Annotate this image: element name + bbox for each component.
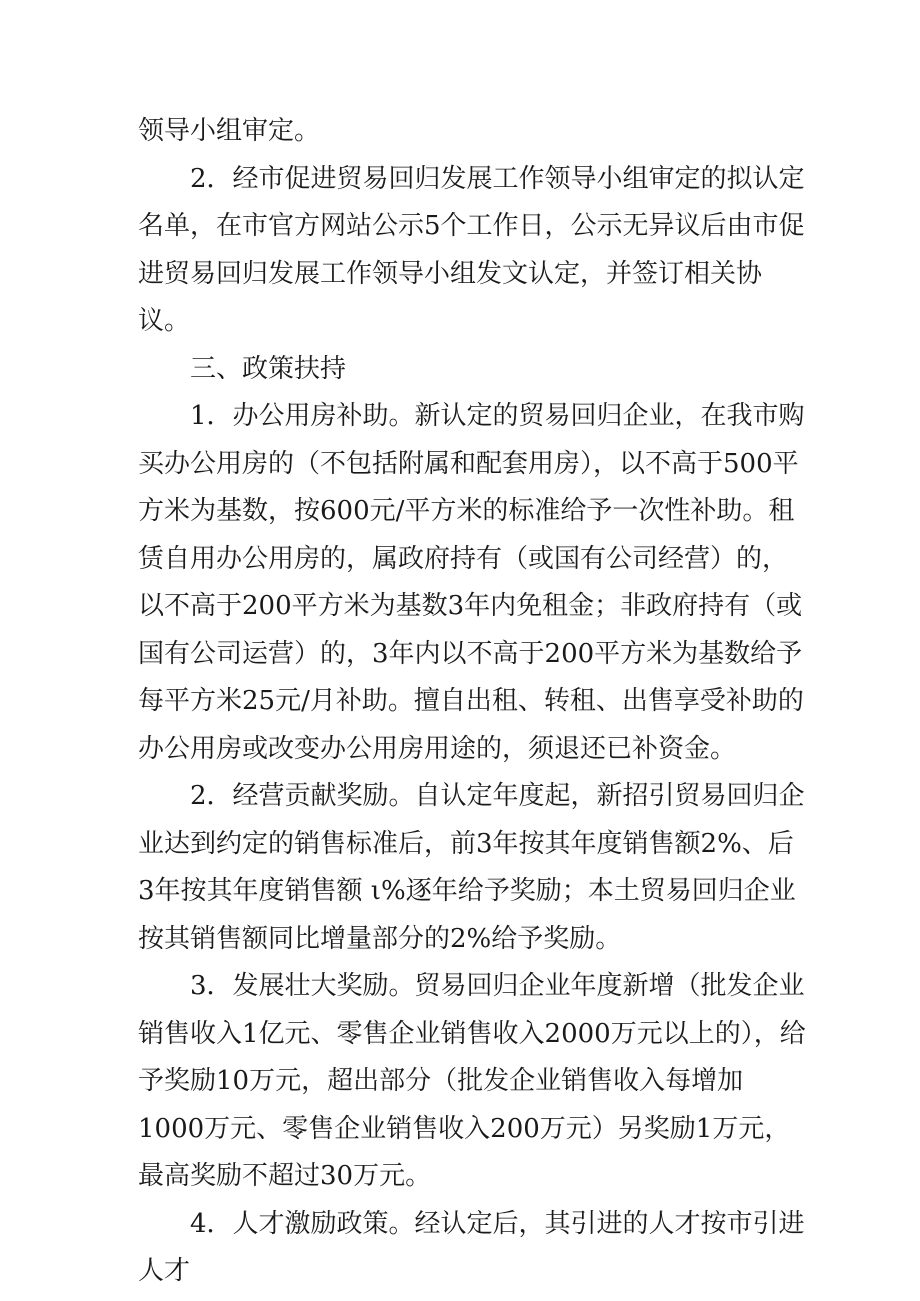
paragraph-item-4-talent-policy: 4．人才激励政策。经认定后，其引进的人才按市引进人才 [138, 1208, 805, 1286]
paragraph-continuation: 领导小组审定。 [138, 116, 321, 146]
paragraph-item-2-review: 2．经市促进贸易回归发展工作领导小组审定的拟认定名单，在市官方网站公示5个工作日，公示无异议后由市促进贸易回归发展工作领导小组发文认定，并签订相关协议。 [138, 163, 805, 336]
paragraph-item-3-growth-reward: 3．发展壮大奖励。贸易回归企业年度新增（批发企业销售收入1亿元、零售企业销售收入2000万元以上的），给予奖励10万元，超出部分（批发企业销售收入每增加1000万元、零售企业销售收入200万元）另奖励1万元，最高奖励不超过30万元。 [138, 971, 806, 1191]
paragraph-item-1-office-subsidy: 1．办公用房补助。新认定的贸易回归企业，在我市购买办公用房的（不包括附属和配套用房），以不高于500平方米为基数，按600元/平方米的标准给予一次性补助。租赁自用办公用房的，属政府持有（或国有公司经营）的，以不高于200平方米为基数3年内免租金；非政府持有（或国有公司运营）的，3年内以不高于200平方米为基数给予每平方米25元/月补助。擅自出租、转租、出售享受补助的办公用房或改变办公用房用途的，须退还已补资金。 [138, 401, 805, 764]
document-body [138, 108, 808, 1296]
section-heading-policy-support: 三、政策扶持 [190, 353, 347, 384]
paragraph-item-2-business-reward: 2．经营贡献奖励。自认定年度起，新招引贸易回归企业达到约定的销售标准后，前3年按其年度销售额2%、后3年按其年度销售额 ι%逐年给予奖励；本土贸易回归企业按其销售额同比增量部分的2%给予奖励。 [138, 781, 805, 954]
